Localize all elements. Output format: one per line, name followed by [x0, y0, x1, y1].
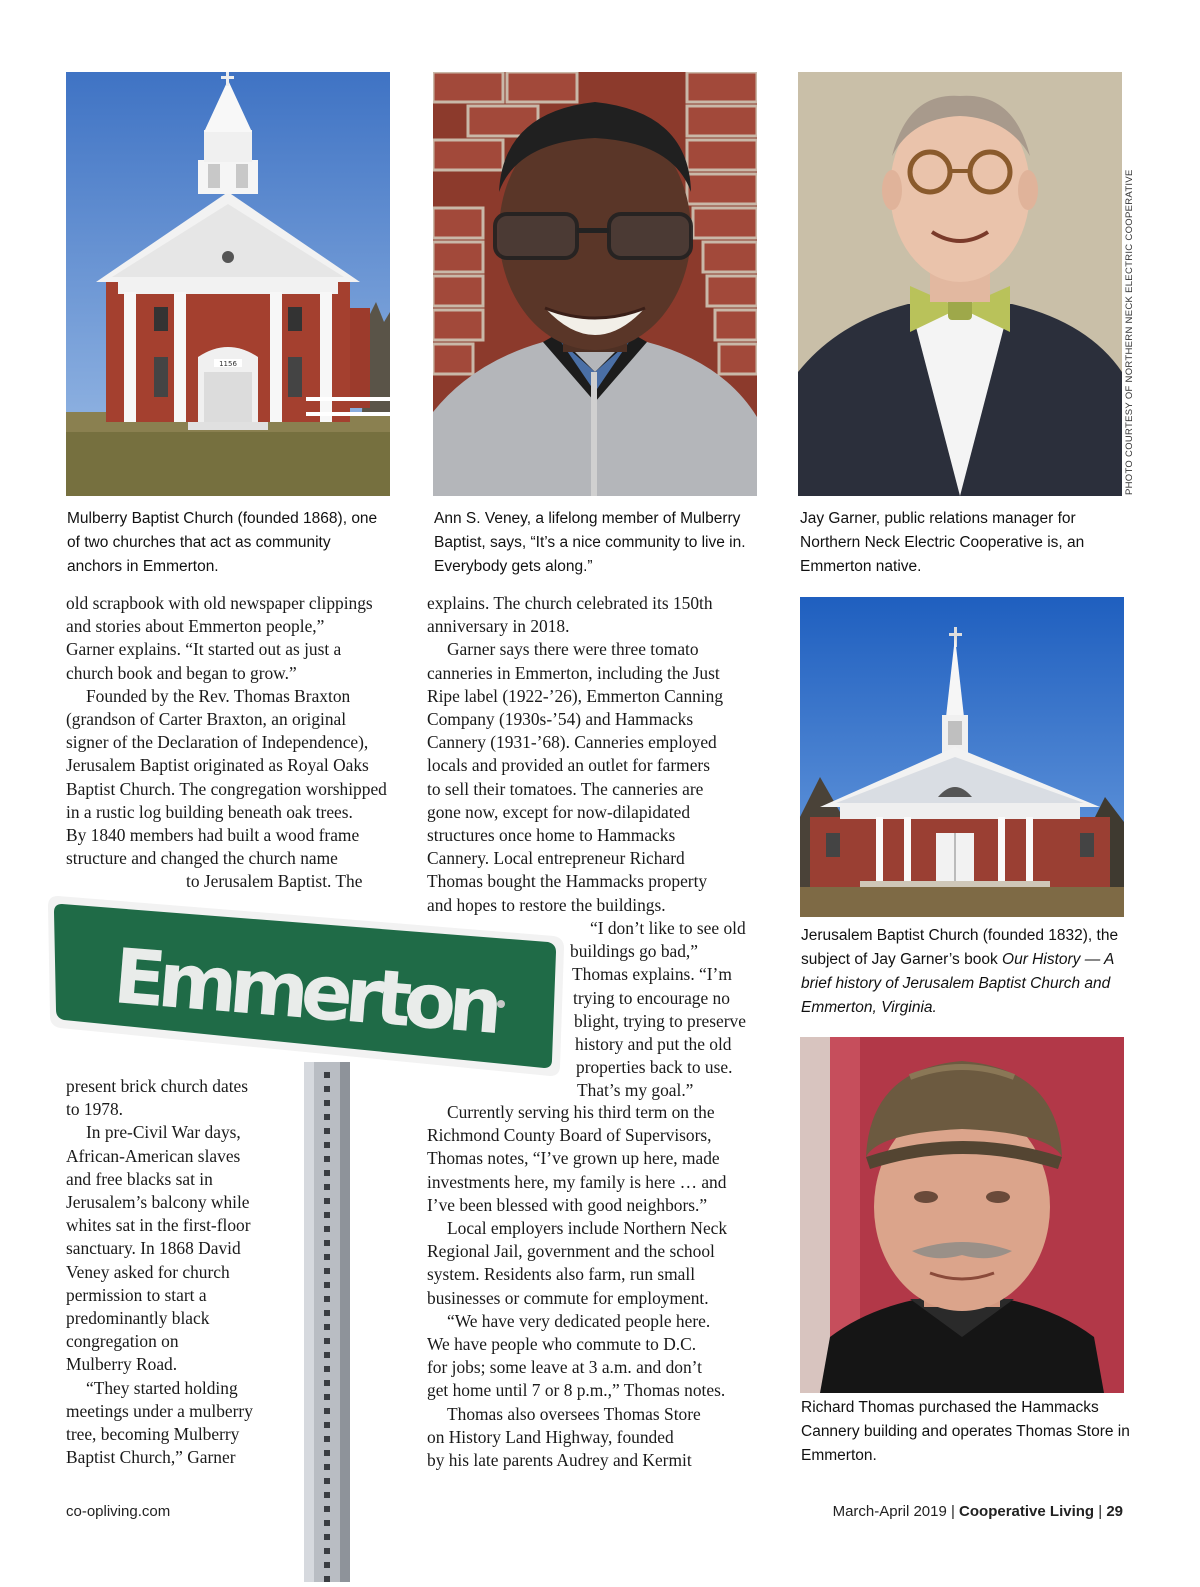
col1-line: sanctuary. In 1868 David [66, 1238, 241, 1259]
col1-line: to Jerusalem Baptist. The [186, 871, 363, 892]
col2-line: Regional Jail, government and the school [427, 1241, 715, 1262]
col2-line: Thomas bought the Hammacks property [427, 871, 708, 892]
col1-line: permission to start a [66, 1284, 207, 1305]
church-address-number: 1156 [219, 360, 237, 368]
mulberry-church-photo [66, 72, 390, 496]
col2-line: Thomas explains. “I’m [572, 964, 732, 985]
col1-line: predominantly black [66, 1308, 210, 1329]
col2-line: I’ve been blessed with good neighbors.” [427, 1194, 708, 1215]
caption-garner: Jay Garner, public relations manager for Northern Neck Electric Cooperative is, an Emmerton native. [800, 510, 1085, 575]
column-1-top [66, 592, 411, 894]
col2-line: Currently serving his third term on the [447, 1102, 715, 1122]
col1-line: Veney asked for church [66, 1261, 230, 1282]
photo-credit: PHOTO COURTESY OF NORTHERN NECK ELECTRIC COOPERATIVE [1124, 169, 1135, 495]
col2-line: system. Residents also farm, run small [427, 1264, 696, 1285]
col2-line: “We have very dedicated people here. [447, 1310, 711, 1331]
richard-thomas-photo [800, 1037, 1124, 1393]
col2-line: gone now, except for now-dilapidated [427, 801, 691, 822]
col2-line: on History Land Highway, founded [427, 1426, 674, 1447]
col1-line: old scrapbook with old newspaper clippings [66, 593, 373, 613]
col1-line: (grandson of Carter Braxton, an original [66, 709, 347, 730]
col2-line: Thomas also oversees Thomas Store [447, 1403, 701, 1424]
footer-website: co-opliving.com [66, 1503, 171, 1520]
col1-line: and stories about Emmerton people,” [66, 616, 325, 637]
col1-line: In pre-Civil War days, [86, 1122, 241, 1143]
col2-line: explains. The church celebrated its 150th [427, 593, 713, 613]
col1-line: church book and began to grow.” [66, 662, 297, 683]
col1-line: African-American slaves [66, 1145, 241, 1166]
footer-separator: | [1094, 1503, 1107, 1520]
col2-line: Ripe label (1922-’26), Emmerton Canning [427, 685, 724, 706]
ann-veney-photo [433, 72, 757, 496]
col2-line: We have people who commute to D.C. [427, 1334, 697, 1355]
col2-line: trying to encourage no [573, 987, 730, 1008]
col2-line: businesses or commute for employment. [427, 1287, 709, 1308]
col1-line: Mulberry Road. [66, 1354, 178, 1375]
col2-line: get home until 7 or 8 p.m.,” Thomas notes. [427, 1380, 726, 1401]
footer-issue-date: March-April 2019 [832, 1503, 947, 1520]
column-2-bottom [427, 1101, 779, 1472]
col1-line: congregation on [66, 1331, 179, 1352]
col2-line: Thomas notes, “I’ve grown up here, made [427, 1148, 720, 1169]
col2-line: Garner says there were three tomato [447, 639, 699, 660]
col2-line: by his late parents Audrey and Kermit [427, 1450, 692, 1471]
col1-line: By 1840 members had built a wood frame [66, 825, 360, 846]
col2-line: and hopes to restore the buildings. [427, 894, 666, 915]
col2-line: anniversary in 2018. [427, 616, 570, 637]
col1-line: Jerusalem’s balcony while [66, 1192, 250, 1213]
col1-line: Baptist Church. The congregation worshipped [66, 778, 387, 799]
caption-jerusalem-text: Jerusalem Baptist Church (founded 1832), the subject of Jay Garner’s book [801, 927, 1119, 968]
col2-line: blight, trying to preserve [574, 1010, 746, 1031]
footer-folio [833, 1503, 1123, 1520]
col1-line: present brick church dates [66, 1076, 249, 1096]
col2-line: buildings go bad,” [570, 941, 699, 962]
footer-separator: | [946, 1503, 960, 1520]
col2-line: Cannery. Local entrepreneur Richard [427, 848, 685, 869]
col2-line: Company (1930s-’54) and Hammacks [427, 709, 694, 730]
col1-line: signer of the Declaration of Independence), [66, 732, 369, 753]
col1-line: and free blacks sat in [66, 1168, 213, 1189]
col2-line: “I don’t like to see old [590, 918, 746, 938]
caption-thomas: Richard Thomas purchased the Hammacks Cannery building and operates Thomas Store in Emmerton. [801, 1399, 1130, 1464]
col1-line: Garner explains. “It started out as just a [66, 639, 342, 660]
col2-line: Richmond County Board of Supervisors, [427, 1125, 712, 1146]
caption-mulberry: Mulberry Baptist Church (founded 1868), one of two churches that act as community anchors in Emmerton. [67, 510, 378, 575]
col2-line: structures once home to Hammacks [427, 825, 676, 846]
jerusalem-church-photo [800, 597, 1124, 917]
footer-page-number: 29 [1106, 1503, 1123, 1520]
col2-line: Local employers include Northern Neck [447, 1218, 728, 1239]
book-title: Our History — A brief history of Jerusalem Baptist Church and Emmerton, Virginia. [801, 951, 1114, 1016]
col1-line: to 1978. [66, 1099, 124, 1120]
col1-line: meetings under a mulberry [66, 1400, 253, 1421]
col2-line: canneries in Emmerton, including the Just [427, 662, 720, 683]
caption-veney: Ann S. Veney, a lifelong member of Mulberry Baptist, says, “It’s a nice community to live in. Everybody gets along.” [434, 510, 746, 575]
col2-line: That’s my goal.” [577, 1080, 694, 1101]
col2-line: to sell their tomatoes. The canneries are [427, 778, 704, 799]
col2-line: locals and provided an outlet for farmers [427, 755, 710, 776]
col1-line: Jerusalem Baptist originated as Royal Oaks [66, 755, 369, 776]
col1-line: structure and changed the church name [66, 848, 338, 869]
sign-text: Emmerton [110, 931, 509, 1052]
col2-line: history and put the old [575, 1034, 732, 1055]
col1-line: in a rustic log building beneath oak trees. [66, 801, 353, 822]
col1-line: tree, becoming Mulberry [66, 1424, 240, 1445]
footer-magazine-name: Cooperative Living [959, 1503, 1095, 1520]
caption-jerusalem [801, 924, 1125, 1020]
col2-line: investments here, my family is here … and [427, 1171, 727, 1192]
jay-garner-photo [798, 72, 1122, 496]
col2-line: for jobs; some leave at 3 a.m. and don’t [427, 1357, 702, 1378]
col1-line: Baptist Church,” Garner [66, 1447, 236, 1468]
col1-line: “They started holding [86, 1377, 238, 1398]
col2-line: properties back to use. [576, 1057, 733, 1078]
column-1-bottom [66, 1075, 296, 1469]
column-2-quote [570, 917, 780, 1103]
col2-line: Cannery (1931-’68). Canneries employed [427, 732, 717, 753]
column-2-top [427, 592, 777, 917]
col1-line: whites sat in the first-floor [66, 1215, 251, 1236]
col1-line: Founded by the Rev. Thomas Braxton [86, 685, 351, 706]
